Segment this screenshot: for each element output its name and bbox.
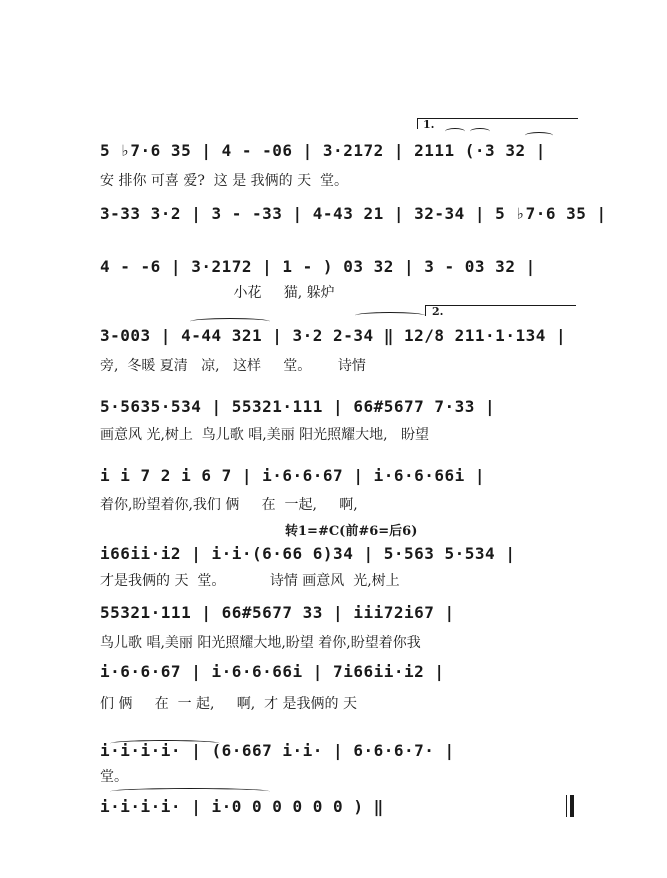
volta-1-label: 1.: [423, 118, 435, 131]
notation-line-4: 3-003 | 4-44 321 | 3·2 2-34 ‖ 12/8 211·1·134 |: [100, 326, 567, 345]
notation-line-2: 3-33 3·2 | 3 - -33 | 4-43 21 | 32-34 | 5 ♭7·6 35 |: [100, 204, 607, 223]
lyrics-line-9: 们 俩 在 一 起, 啊, 才 是我俩的 天: [100, 696, 358, 712]
notation-line-3: 4 - -6 | 3·2172 | 1 - ) 03 32 | 3 - 03 32 |: [100, 257, 536, 276]
volta-2-bracket: [425, 305, 576, 316]
volta-1-bracket: [417, 118, 578, 129]
key-change-marker: 转1=#C(前#6=后6): [285, 524, 418, 539]
final-barline-thin: [566, 795, 567, 817]
notation-line-9: i·6·6·67 | i·6·6·66i | 7i66ii·i2 |: [100, 662, 445, 681]
lyrics-line-6: 着你,盼望着你,我们 俩 在 一起, 啊,: [100, 497, 358, 513]
lyrics-line-3: 小花 猫, 躲炉: [100, 285, 335, 301]
volta-2-label: 2.: [432, 305, 444, 318]
slur: [445, 128, 465, 135]
notation-line-11: i·i·i·i· | i·0 0 0 0 0 0 ) ‖: [100, 797, 384, 816]
notation-line-5: 5·5635·534 | 55321·111 | 66#5677 7·33 |: [100, 397, 496, 416]
slur: [355, 312, 425, 319]
notation-line-8: 55321·111 | 66#5677 33 | iii72i67 |: [100, 603, 455, 622]
lyrics-line-1: 安 排你 可喜 爱? 这 是 我俩的 天 堂。: [100, 173, 349, 189]
lyrics-line-8: 鸟儿歌 唱,美丽 阳光照耀大地,盼望 着你,盼望着你我: [100, 635, 421, 651]
notation-line-1: 5 ♭7·6 35 | 4 - -06 | 3·2172 | 2111 (·3 32 |: [100, 141, 546, 160]
notation-line-6: i i 7 2 i 6 7 | i·6·6·67 | i·6·6·66i |: [100, 466, 486, 485]
slur: [110, 788, 270, 795]
final-barline-thick: [570, 795, 574, 817]
lyrics-line-4: 旁, 冬暖 夏清 凉, 这样 堂。 诗情: [100, 358, 366, 374]
lyrics-line-7: 才是我俩的 天 堂。 诗情 画意风 光,树上: [100, 573, 400, 589]
slur: [470, 128, 490, 135]
lyrics-line-5: 画意风 光,树上 鸟儿歌 唱,美丽 阳光照耀大地, 盼望: [100, 427, 429, 443]
notation-line-7: i66ii·i2 | i·i·(6·66 6)34 | 5·563 5·534 |: [100, 544, 516, 563]
slur: [525, 132, 553, 139]
lyrics-line-10: 堂。: [100, 769, 128, 785]
slur: [190, 318, 270, 325]
notation-line-10: i·i·i·i· | (6·667 i·i· | 6·6·6·7· |: [100, 741, 455, 760]
